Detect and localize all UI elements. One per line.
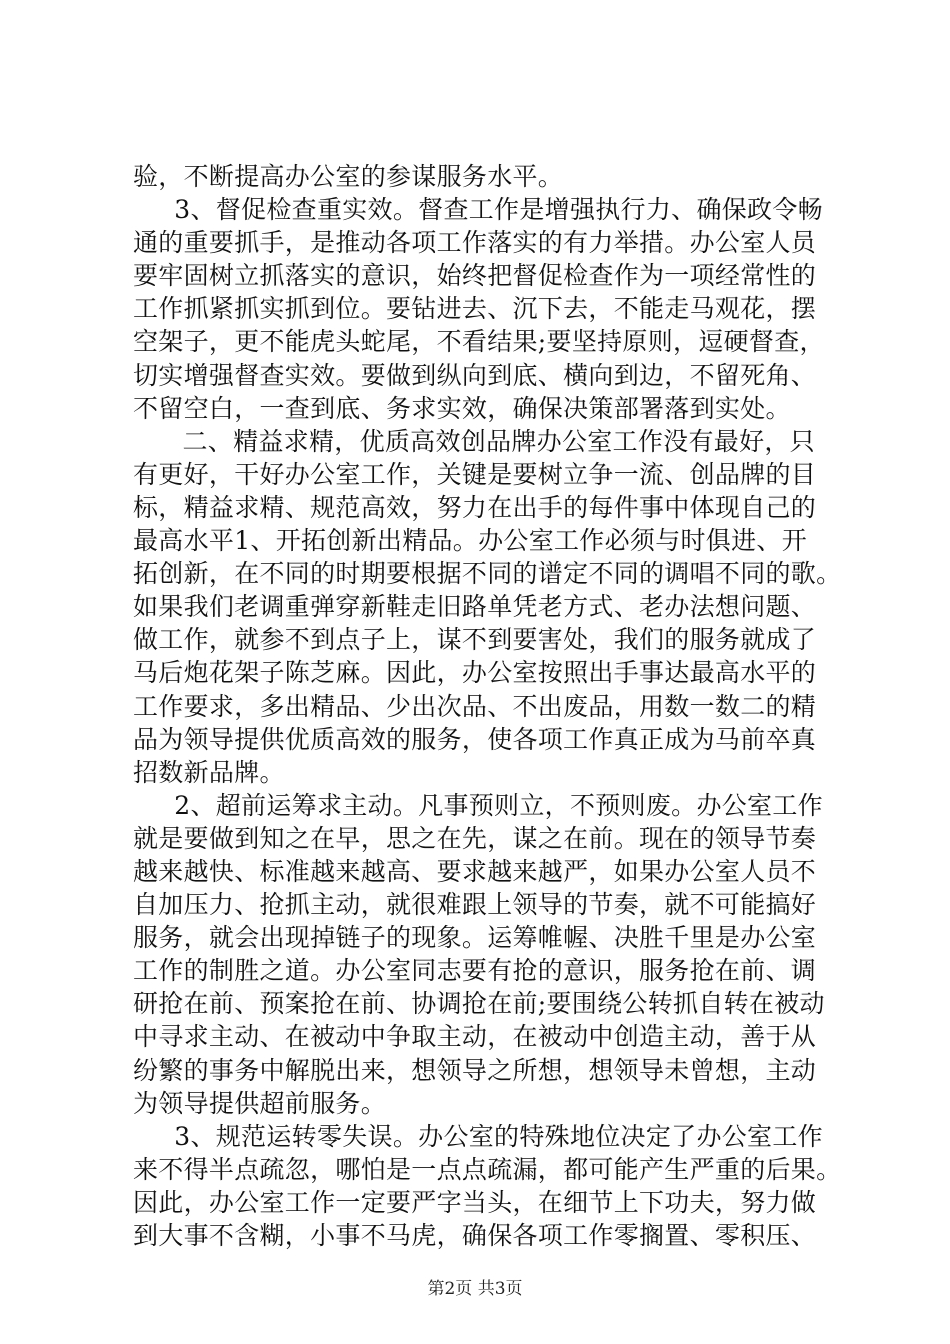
text-line: 通的重要抓手，是推动各项工作落实的有力举措。办公室人员 <box>133 228 817 258</box>
text-line: 因此，办公室工作一定要严字当头，在细节上下功夫，努力做 <box>133 1187 817 1217</box>
text-line: 研抢在前、预案抢在前、协调抢在前;要围绕公转抓自转在被动 <box>133 989 825 1019</box>
text-line: 品为领导提供优质高效的服务，使各项工作真正成为马前卒真 <box>133 724 817 754</box>
text-line: 服务，就会出现掉链子的现象。运筹帷幄、决胜千里是办公室 <box>133 923 817 953</box>
text-line: 工作的制胜之道。办公室同志要有抢的意识，服务抢在前、调 <box>133 956 817 986</box>
text-line: 到大事不含糊，小事不马虎，确保各项工作零搁置、零积压、 <box>133 1221 817 1250</box>
text-line: 中寻求主动、在被动中争取主动，在被动中创造主动，善于从 <box>133 1022 817 1052</box>
text-line: 自加压力、抢抓主动，就很难跟上领导的节奏，就不可能搞好 <box>133 890 817 920</box>
text-line: 工作要求，多出精品、少出次品、不出废品，用数一数二的精 <box>133 691 817 721</box>
text-line: 马后炮花架子陈芝麻。因此，办公室按照出手事达最高水平的 <box>133 658 817 688</box>
text-line: 招数新品牌。 <box>133 757 285 787</box>
text-line: 工作抓紧抓实抓到位。要钻进去、沉下去，不能走马观花，摆 <box>133 294 817 324</box>
text-line: 空架子，更不能虎头蛇尾，不看结果;要坚持原则，逗硬督查， <box>133 327 825 357</box>
text-line: 如果我们老调重弹穿新鞋走旧路单凭老方式、老办法想问题、 <box>133 592 817 622</box>
text-line: 越来越快、标准越来越高、要求越来越严，如果办公室人员不 <box>133 856 817 886</box>
text-line: 标，精益求精、规范高效，努力在出手的每件事中体现自己的 <box>133 492 817 522</box>
text-line: 最高水平1、开拓创新出精品。办公室工作必须与时俱进、开 <box>133 526 808 556</box>
text-line: 要牢固树立抓落实的意识，始终把督促检查作为一项经常性的 <box>133 261 817 291</box>
text-line: 为领导提供超前服务。 <box>133 1088 387 1118</box>
text-line: 就是要做到知之在早，思之在先，谋之在前。现在的领导节奏 <box>133 823 817 853</box>
text-line: 做工作，就参不到点子上，谋不到要害处，我们的服务就成了 <box>133 625 817 655</box>
page-footer: 第2页 共3页 <box>427 1279 523 1299</box>
text-line: 有更好，干好办公室工作，关键是要树立争一流、创品牌的目 <box>133 459 817 489</box>
text-line: 二、精益求精，优质高效创品牌办公室工作没有最好，只 <box>133 426 815 456</box>
text-line: 纷繁的事务中解脱出来，想领导之所想，想领导未曾想，主动 <box>133 1055 817 1085</box>
text-line: 验，不断提高办公室的参谋服务水平。 <box>133 162 564 191</box>
text-line: 3、督促检查重实效。督查工作是增强执行力、确保政令畅 <box>133 195 823 225</box>
text-line: 3、规范运转零失误。办公室的特殊地位决定了办公室工作 <box>133 1121 823 1151</box>
text-line: 切实增强督查实效。要做到纵向到底、横向到边，不留死角、 <box>133 360 817 390</box>
text-line: 来不得半点疏忽，哪怕是一点点疏漏，都可能产生严重的后果。 <box>133 1154 842 1184</box>
document-body <box>133 160 842 1252</box>
text-line: 2、超前运筹求主动。凡事预则立，不预则废。办公室工作 <box>133 790 823 820</box>
text-line: 不留空白，一查到底、务求实效，确保决策部署落到实处。 <box>133 393 791 423</box>
text-line: 拓创新，在不同的时期要根据不同的谱定不同的调唱不同的歌。 <box>133 559 842 589</box>
